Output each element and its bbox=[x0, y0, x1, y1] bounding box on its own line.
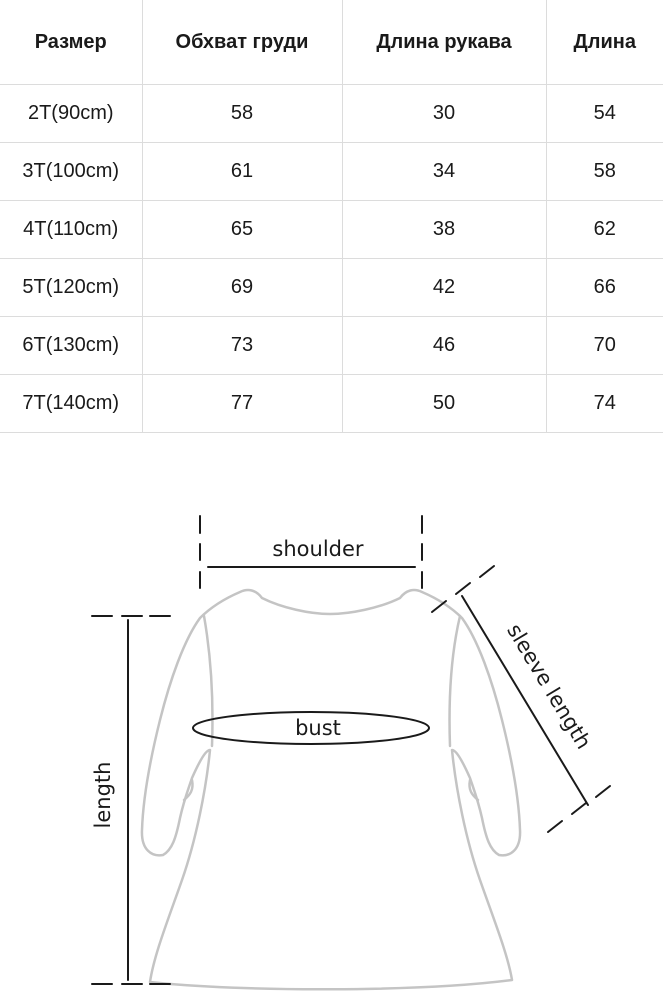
cell-length: 62 bbox=[546, 201, 663, 259]
cell-length: 58 bbox=[546, 143, 663, 201]
left-armhole-line bbox=[204, 616, 213, 746]
sleeve-top-dash-1 bbox=[432, 601, 446, 612]
bust-label: bust bbox=[295, 716, 341, 740]
cell-length: 54 bbox=[546, 85, 663, 143]
sleeve-bottom-dash-1 bbox=[548, 821, 562, 832]
table-row bbox=[0, 375, 663, 433]
table-row bbox=[0, 259, 663, 317]
cell-sleeve: 46 bbox=[342, 317, 546, 375]
size-chart-table bbox=[0, 0, 663, 433]
header-size: Размер bbox=[0, 0, 142, 85]
cell-sleeve: 34 bbox=[342, 143, 546, 201]
header-bust: Обхват груди bbox=[142, 0, 342, 85]
cell-bust: 61 bbox=[142, 143, 342, 201]
cell-bust: 65 bbox=[142, 201, 342, 259]
table-row bbox=[0, 201, 663, 259]
cell-bust: 58 bbox=[142, 85, 342, 143]
table-row bbox=[0, 143, 663, 201]
sleeve-top-dash-3 bbox=[480, 566, 494, 577]
cell-size: 3T(100cm) bbox=[0, 143, 142, 201]
sleeve-top-dash-2 bbox=[456, 583, 470, 594]
cell-sleeve: 38 bbox=[342, 201, 546, 259]
header-sleeve-length: Длина рукава bbox=[342, 0, 546, 85]
cell-size: 7T(140cm) bbox=[0, 375, 142, 433]
cell-size: 2T(90cm) bbox=[0, 85, 142, 143]
cell-length: 66 bbox=[546, 259, 663, 317]
cell-size: 4T(110cm) bbox=[0, 201, 142, 259]
sleeve-length-label: sleeve length bbox=[502, 619, 596, 754]
length-label: length bbox=[91, 761, 115, 829]
table-row bbox=[0, 85, 663, 143]
garment-measurement-diagram bbox=[0, 500, 663, 1000]
dress-body-outline bbox=[142, 590, 520, 989]
cell-bust: 77 bbox=[142, 375, 342, 433]
header-length: Длина bbox=[546, 0, 663, 85]
shoulder-label: shoulder bbox=[272, 537, 364, 561]
dress-outline bbox=[142, 590, 520, 989]
cell-length: 70 bbox=[546, 317, 663, 375]
cell-sleeve: 30 bbox=[342, 85, 546, 143]
sleeve-bottom-dash-3 bbox=[596, 786, 610, 797]
cell-size: 6T(130cm) bbox=[0, 317, 142, 375]
table-row bbox=[0, 317, 663, 375]
cell-size: 5T(120cm) bbox=[0, 259, 142, 317]
table-header-row bbox=[0, 0, 663, 85]
cell-length: 74 bbox=[546, 375, 663, 433]
cell-bust: 73 bbox=[142, 317, 342, 375]
sleeve-bottom-dash-2 bbox=[572, 803, 586, 814]
cell-bust: 69 bbox=[142, 259, 342, 317]
right-armhole-line bbox=[449, 616, 460, 746]
cell-sleeve: 42 bbox=[342, 259, 546, 317]
cell-sleeve: 50 bbox=[342, 375, 546, 433]
